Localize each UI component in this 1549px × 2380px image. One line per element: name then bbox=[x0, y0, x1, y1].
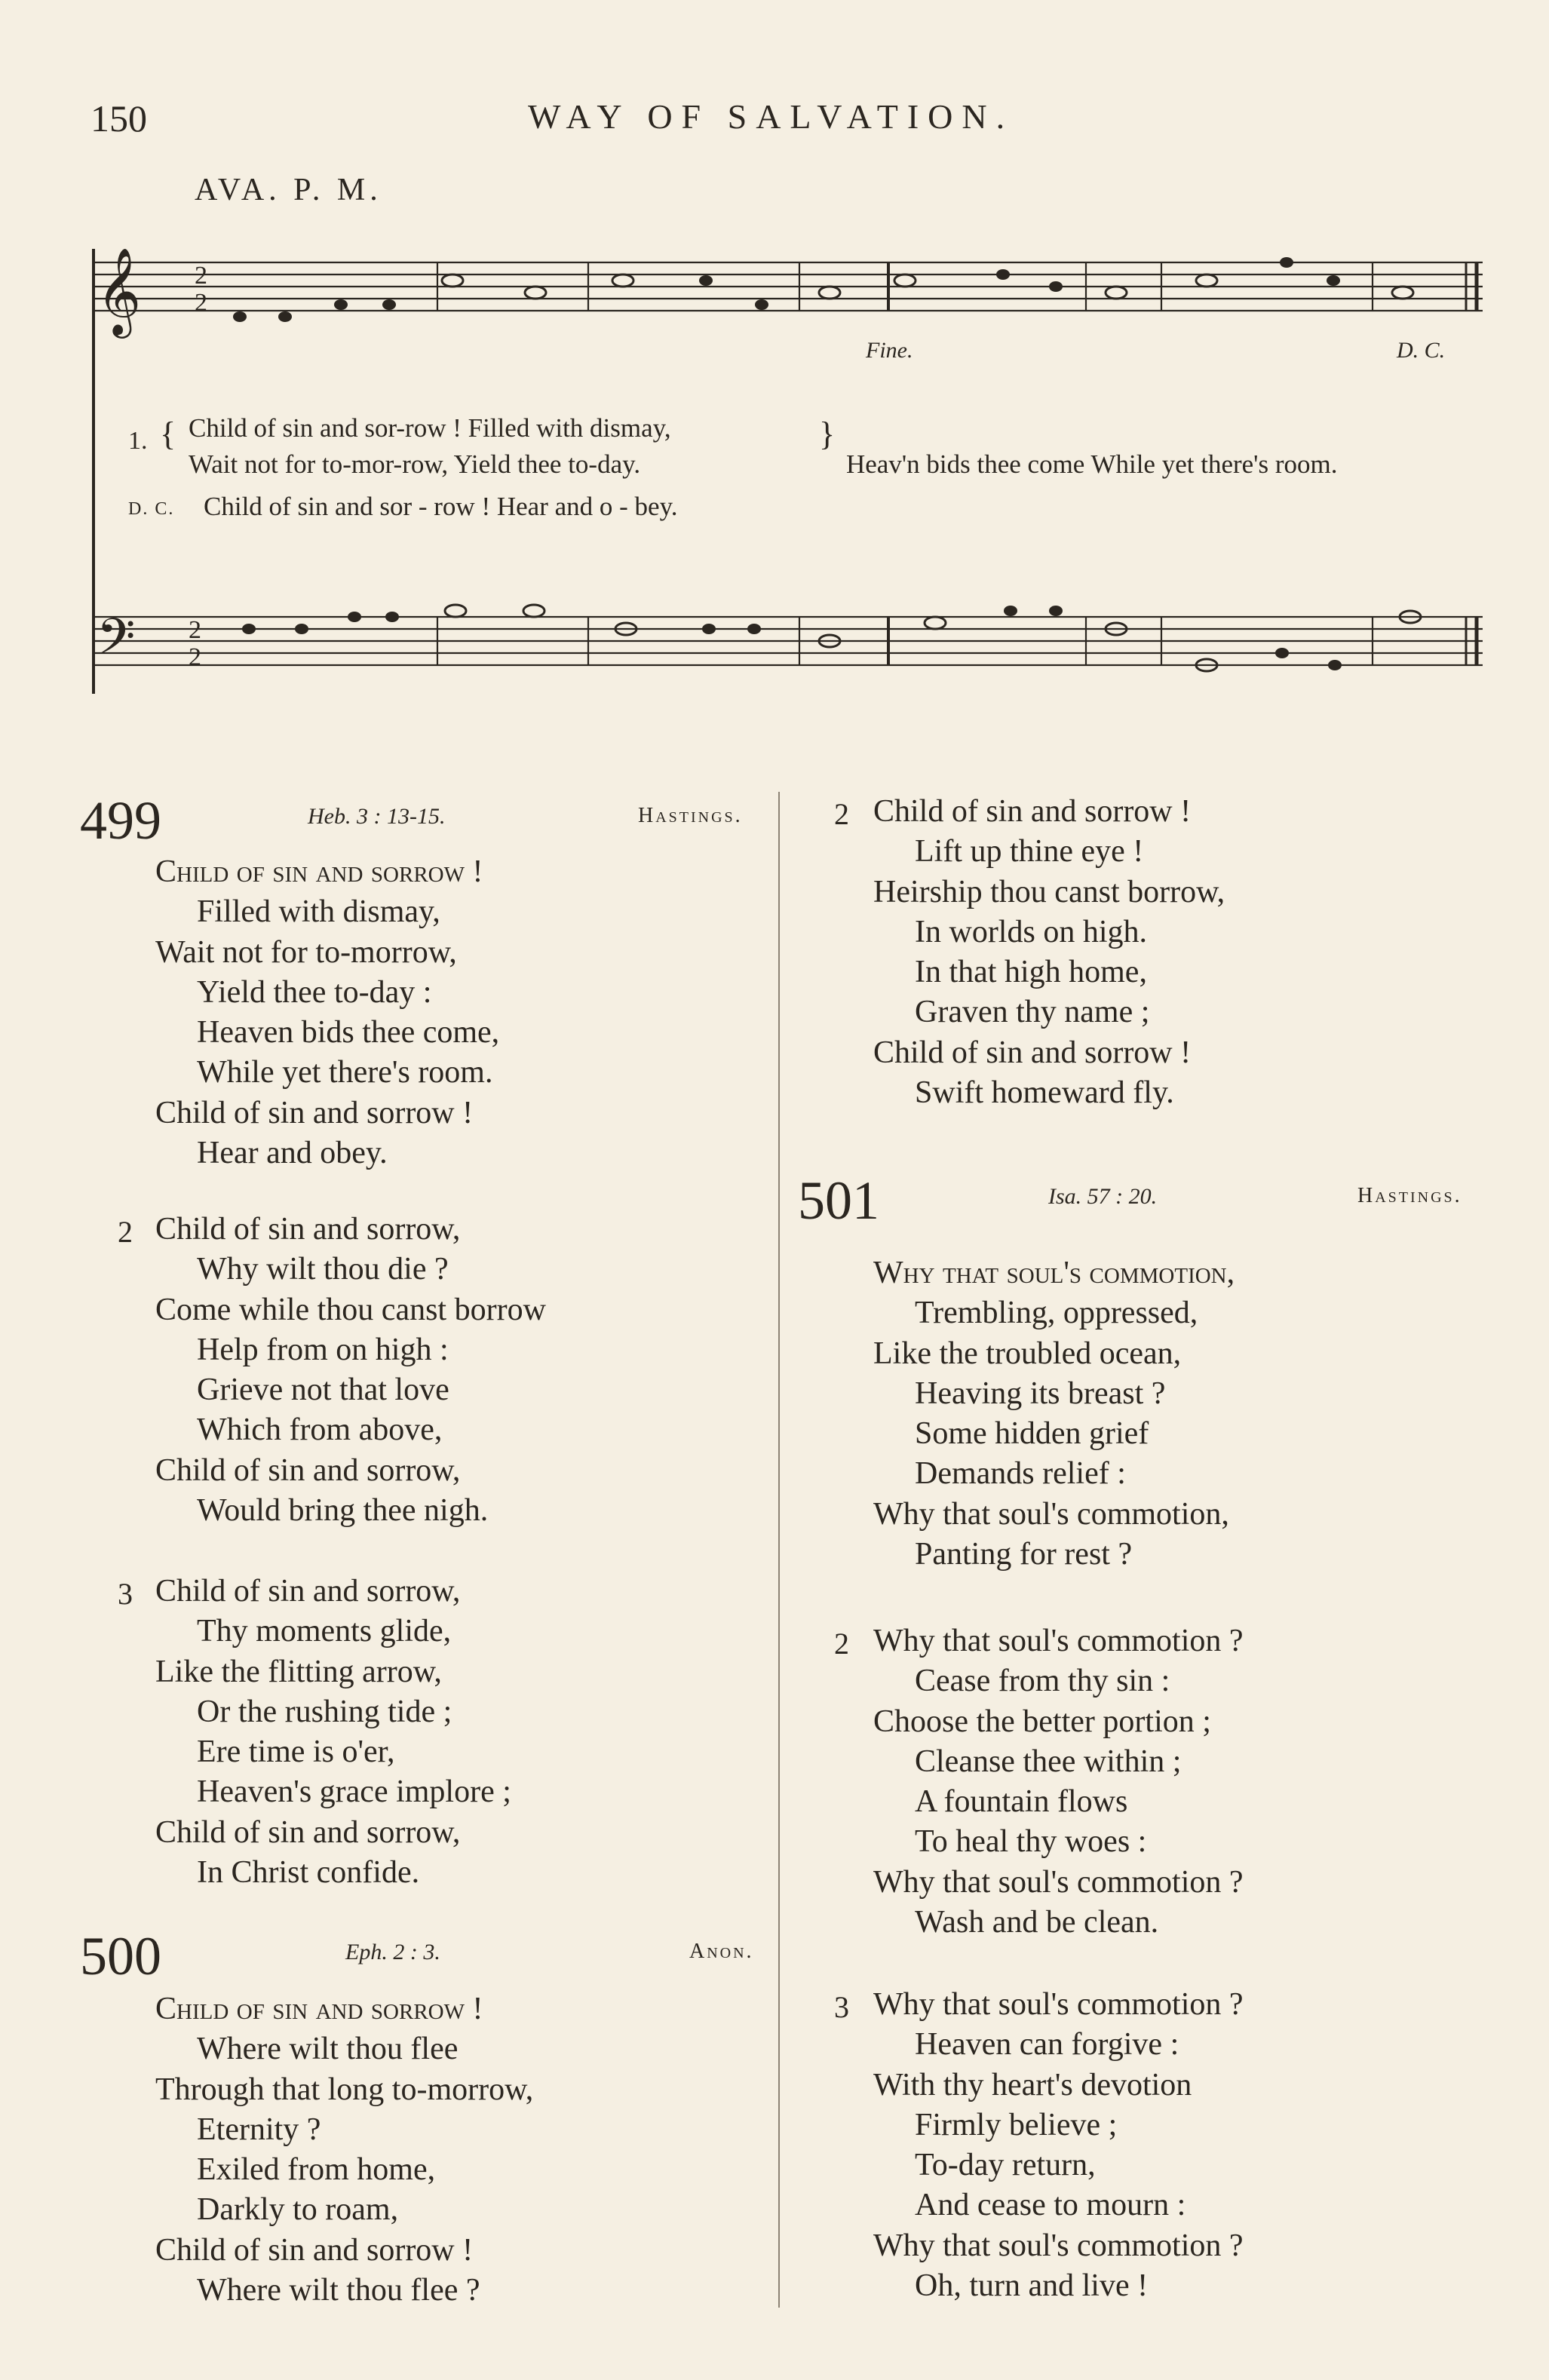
hymn-499-verse-2 bbox=[155, 1210, 546, 1531]
composer-500: Anon. bbox=[689, 1940, 754, 1963]
hymn-500-verse-1 bbox=[155, 1989, 533, 2311]
verse-line: Child of sin and sorrow, bbox=[155, 1212, 461, 1247]
scripture-ref-500: Eph. 2 : 3. bbox=[345, 1940, 440, 1964]
verse-line: With thy heart's devotion bbox=[873, 2067, 1192, 2102]
verse-line: Through that long to-morrow, bbox=[155, 2072, 534, 2107]
verse-line: Some hidden grief bbox=[915, 1416, 1149, 1452]
verse-line: Child of sin and sorrow, bbox=[155, 1814, 461, 1850]
verse-line: Why that soul's commotion, bbox=[873, 1256, 1235, 1290]
verse-line: Like the flitting arrow, bbox=[155, 1654, 442, 1689]
verse-number: 2 bbox=[118, 1215, 133, 1249]
verse-line: A fountain flows bbox=[915, 1784, 1128, 1820]
verse-line: To heal thy woes : bbox=[915, 1824, 1147, 1860]
page-number: 150 bbox=[90, 97, 147, 140]
verse-line: Trembling, oppressed, bbox=[915, 1296, 1198, 1331]
bass-clef-icon: 𝄢 bbox=[97, 608, 136, 678]
verse-line: Grieve not that love bbox=[197, 1372, 449, 1408]
verse-line: In that high home, bbox=[915, 955, 1147, 990]
verse-number: 2 bbox=[834, 1627, 849, 1661]
verse-line: Heaven can forgive : bbox=[915, 2027, 1179, 2063]
column-divider bbox=[778, 792, 780, 2308]
verse-line: Wait not for to-morrow, bbox=[155, 934, 457, 970]
hymn-501-verse-1 bbox=[873, 1253, 1235, 1575]
tune-lyric-line-1b: Wait not for to-mor-row, Yield thee to-day. bbox=[189, 449, 641, 479]
scripture-ref-499: Heb. 3 : 13-15. bbox=[308, 804, 446, 829]
tune-dc-lyric-line: Child of sin and sor - row ! Hear and o - bey. bbox=[204, 492, 678, 521]
verse-line: Or the rushing tide ; bbox=[197, 1694, 452, 1729]
verse-line: Help from on high : bbox=[197, 1332, 449, 1367]
verse-line: Why that soul's commotion ? bbox=[873, 1864, 1244, 1900]
verse-line: Child of sin and sorrow ! bbox=[873, 1035, 1192, 1070]
verse-line: Yield thee to-day : bbox=[197, 974, 432, 1010]
verse-line: In Christ confide. bbox=[197, 1855, 420, 1891]
verse-line: To-day return, bbox=[915, 2148, 1096, 2183]
treble-staff bbox=[94, 253, 1483, 320]
verse-line: Swift homeward fly. bbox=[915, 1075, 1174, 1111]
dc-marker: D. C. bbox=[128, 499, 175, 519]
tune-name: AVA. P. M. bbox=[195, 173, 382, 207]
verse-line: Child of sin and sorrow ! bbox=[155, 1992, 483, 2026]
verse-line: Cease from thy sin : bbox=[915, 1664, 1170, 1699]
fine-label: Fine. bbox=[866, 338, 913, 363]
verse-line: Cleanse thee within ; bbox=[915, 1744, 1182, 1779]
hymn-501-verse-2 bbox=[873, 1621, 1244, 1943]
verse-line: Why wilt thou die ? bbox=[197, 1252, 449, 1287]
brace-left: { bbox=[160, 416, 176, 452]
verse-line: Like the troubled ocean, bbox=[873, 1336, 1182, 1371]
verse-line: Graven thy name ; bbox=[915, 995, 1150, 1030]
verse-line: Child of sin and sorrow ! bbox=[155, 854, 483, 889]
tune-lyric-line-1c: Heav'n bids thee come While yet there's room. bbox=[846, 449, 1338, 479]
verse-number: 2 bbox=[834, 797, 849, 831]
time-signature-treble-top: 2 bbox=[195, 262, 207, 290]
verse-line: Heaven's grace implore ; bbox=[197, 1774, 511, 1810]
verse-line: Ere time is o'er, bbox=[197, 1734, 395, 1770]
verse-line: Child of sin and sorrow, bbox=[155, 1574, 461, 1609]
verse-number: 3 bbox=[834, 1990, 849, 2024]
hymn-499-verse-1 bbox=[155, 852, 499, 1173]
dc-label-top: D. C. bbox=[1397, 338, 1446, 363]
bass-notes bbox=[242, 605, 1421, 671]
hymn-501-verse-3 bbox=[873, 1985, 1244, 2306]
hymn-number-499: 499 bbox=[80, 790, 161, 851]
verse-line: Why that soul's commotion ? bbox=[873, 2228, 1244, 2263]
verse-marker: 1. bbox=[128, 427, 148, 455]
time-signature-bass-top: 2 bbox=[189, 616, 201, 644]
time-signature-treble-bottom: 2 bbox=[195, 289, 207, 317]
verse-line: Thy moments glide, bbox=[197, 1614, 452, 1649]
verse-line: Would bring thee nigh. bbox=[197, 1493, 489, 1529]
verse-line: Choose the better portion ; bbox=[873, 1704, 1211, 1739]
verse-line: Filled with dismay, bbox=[197, 894, 440, 930]
verse-line: Panting for rest ? bbox=[915, 1537, 1133, 1572]
tune-lyric-line-1a: Child of sin and sor-row ! Filled with dismay, bbox=[189, 413, 671, 443]
hymn-499-verse-3 bbox=[155, 1572, 511, 1893]
verse-line: Why that soul's commotion, bbox=[873, 1496, 1229, 1532]
verse-line: Hear and obey. bbox=[197, 1136, 388, 1171]
hymn-500-verse-2 bbox=[873, 792, 1225, 1113]
running-title: WAY OF SALVATION. bbox=[528, 97, 1014, 136]
brace-right: } bbox=[819, 416, 836, 452]
verse-line: Heirship thou canst borrow, bbox=[873, 874, 1225, 909]
verse-line: Eternity ? bbox=[197, 2112, 321, 2147]
treble-notes bbox=[233, 257, 1413, 322]
verse-line: Why that soul's commotion ? bbox=[873, 1987, 1244, 2022]
verse-line: In worlds on high. bbox=[915, 914, 1147, 949]
verse-line: Child of sin and sorrow ! bbox=[873, 794, 1192, 829]
verse-line: Wash and be clean. bbox=[915, 1905, 1159, 1940]
composer-501: Hastings. bbox=[1357, 1184, 1462, 1207]
verse-line: And cease to mourn : bbox=[915, 2188, 1186, 2223]
composer-499: Hastings. bbox=[638, 804, 743, 827]
verse-line: Lift up thine eye ! bbox=[915, 834, 1144, 869]
verse-line: Exiled from home, bbox=[197, 2152, 436, 2188]
verse-line: Oh, turn and live ! bbox=[915, 2268, 1149, 2304]
verse-line: Darkly to roam, bbox=[197, 2192, 399, 2228]
verse-line: Why that soul's commotion ? bbox=[873, 1624, 1244, 1658]
hymn-number-500: 500 bbox=[80, 1926, 161, 1986]
verse-line: Child of sin and sorrow ! bbox=[155, 2232, 474, 2268]
verse-line: Which from above, bbox=[197, 1412, 443, 1448]
hymn-number-501: 501 bbox=[798, 1170, 879, 1231]
scripture-ref-501: Isa. 57 : 20. bbox=[1048, 1184, 1158, 1209]
verse-line: Heaving its breast ? bbox=[915, 1376, 1166, 1411]
music-score bbox=[0, 0, 1549, 724]
verse-line: Child of sin and sorrow, bbox=[155, 1452, 461, 1488]
verse-line: Where wilt thou flee ? bbox=[197, 2273, 480, 2308]
verse-line: Firmly believe ; bbox=[915, 2107, 1118, 2142]
verse-line: Demands relief : bbox=[915, 1456, 1126, 1492]
verse-number: 3 bbox=[118, 1577, 133, 1611]
verse-line: While yet there's room. bbox=[197, 1055, 493, 1090]
treble-clef-icon: 𝄞 bbox=[97, 247, 142, 335]
verse-line: Heaven bids thee come, bbox=[197, 1015, 500, 1050]
verse-line: Child of sin and sorrow ! bbox=[155, 1095, 474, 1130]
time-signature-bass-bottom: 2 bbox=[189, 643, 201, 671]
verse-line: Come while thou canst borrow bbox=[155, 1292, 546, 1327]
verse-line: Where wilt thou flee bbox=[197, 2032, 459, 2067]
